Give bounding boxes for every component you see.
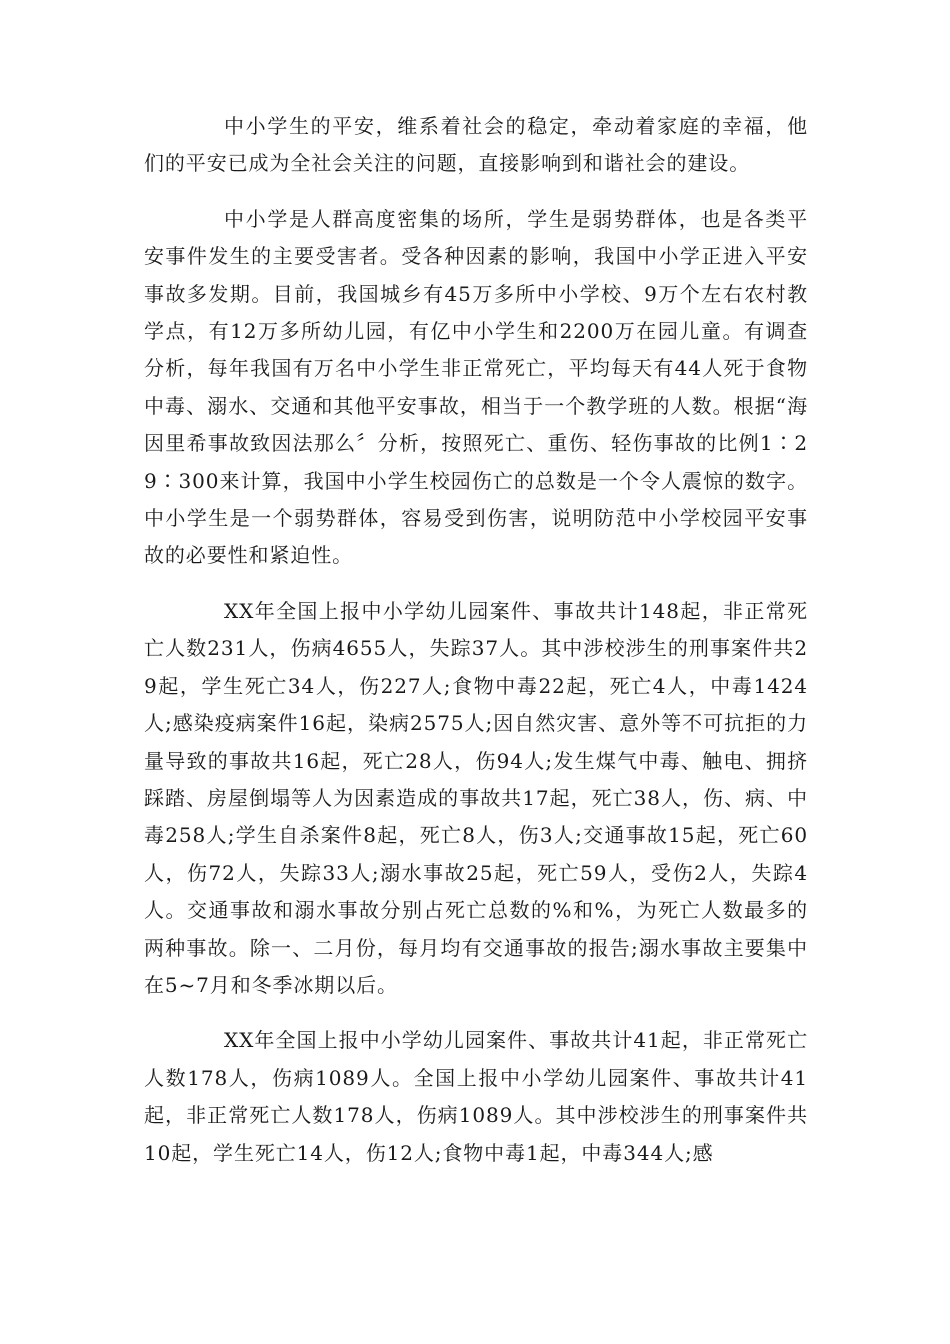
document-body [144, 108, 808, 1190]
paragraph-statistics-year-2: XX年全国上报中小学幼儿园案件、事故共计41起，非正常死亡人数178人，伤病1089人。全国上报中小学幼儿园案件、事故共计41起，非正常死亡人数178人，伤病1089人。其中涉校涉生的刑事案件共10起，学生死亡14人，伤12人;食物中毒1起，中毒344人;感 [144, 1028, 808, 1165]
paragraph-statistics-year-1: XX年全国上报中小学幼儿园案件、事故共计148起，非正常死亡人数231人，伤病4655人，失踪37人。其中涉校涉生的刑事案件共29起，学生死亡34人，伤227人;食物中毒22起，死亡4人，中毒1424人;感染疫病案件16起，染病2575人;因自然灾害、意外等不可抗拒的力量导致的事故共16起，死亡28人，伤94人;发生煤气中毒、触电、拥挤踩踏、房屋倒塌等人为因素造成的事故共17起，死亡38人，伤、病、中毒258人;学生自杀案件8起，死亡8人，伤3人;交通事故15起，死亡60人，伤72人，失踪33人;溺水事故25起，死亡59人，受伤2人，失踪4人。交通事故和溺水事故分别占死亡总数的%和%，为死亡人数最多的两种事故。除一、二月份，每月均有交通事故的报告;溺水事故主要集中在5~7月和冬季冰期以后。 [144, 598, 808, 997]
paragraph-intro: 中小学生的平安，维系着社会的稳定，牵动着家庭的幸福，他们的平安已成为全社会关注的问题，直接影响到和谐社会的建设。 [144, 114, 808, 176]
paragraph-school-safety: 中小学是人群高度密集的场所，学生是弱势群体，也是各类平安事件发生的主要受害者。受各种因素的影响，我国中小学正进入平安事故多发期。目前，我国城乡有45万多所中小学校、9万个左右农村教学点，有12万多所幼儿园，有亿中小学生和2200万在园儿童。有调查分析，每年我国有万名中小学生非正常死亡，平均每天有44人死于食物中毒、溺水、交通和其他平安事故，相当于一个教学班的人数。根据“海因里希事故致因法那么〞分析，按照死亡、重伤、轻伤事故的比例1∶29∶300来计算，我国中小学生校园伤亡的总数是一个令人震惊的数字。中小学生是一个弱势群体，容易受到伤害，说明防范中小学校园平安事故的必要性和紧迫性。 [144, 206, 808, 568]
